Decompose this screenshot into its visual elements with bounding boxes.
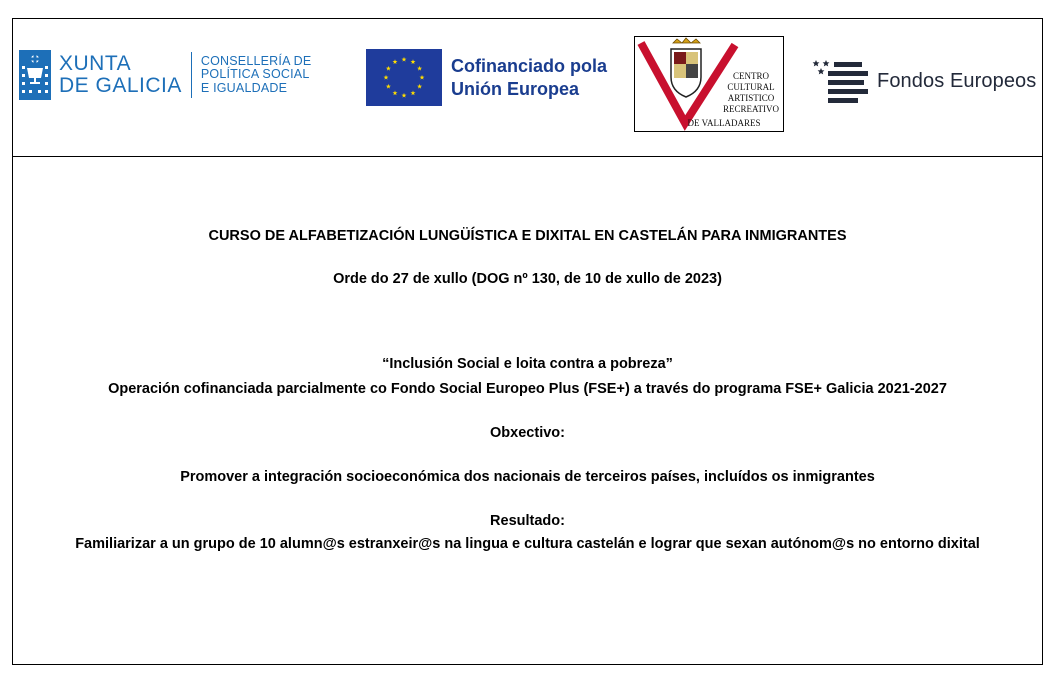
xunta-name-line2: DE GALICIA bbox=[59, 74, 182, 97]
xunta-logo bbox=[19, 50, 311, 100]
eu-text-line2: Unión Europea bbox=[451, 78, 580, 99]
centro-cultural-name bbox=[719, 71, 783, 115]
xunta-name bbox=[59, 53, 182, 97]
fondos-europeos-logo bbox=[812, 58, 1036, 104]
operation-statement: Operación cofinanciada parcialmente co Fondo Social Europeo Plus (FSE+) a través do programa FSE+ Galicia 2021-2027 bbox=[108, 381, 947, 397]
eu-text bbox=[451, 55, 607, 101]
xunta-dept-line2: POLÍTICA SOCIAL bbox=[200, 67, 310, 82]
xunta-name-line1: XUNTA bbox=[59, 52, 132, 75]
fondos-europeos-label: Fondos Europeos bbox=[877, 69, 1037, 92]
centro-line4: RECREATIVO bbox=[723, 104, 779, 114]
result-text: Familiarizar a un grupo de 10 alumn@s estranxeir@s na lingua e cultura castelán e lograr que sexan autónom@s no entorno dixital bbox=[75, 536, 980, 552]
course-title: CURSO DE ALFABETIZACIÓN LUNGÜÍSTICA E DIXITAL EN CASTELÁN PARA INMIGRANTES bbox=[208, 228, 847, 244]
centro-line2: CULTURAL bbox=[727, 82, 775, 92]
fondos-europeos-flag-icon bbox=[812, 58, 870, 104]
eu-logo bbox=[366, 49, 607, 106]
xunta-crest-icon bbox=[19, 50, 51, 100]
xunta-department bbox=[201, 55, 311, 96]
eu-text-line1: Cofinanciado pola bbox=[451, 55, 608, 76]
centro-line3: ARTISTICO bbox=[727, 93, 775, 103]
order-reference: Orde do 27 de xullo (DOG nº 130, de 10 de xullo de 2023) bbox=[333, 271, 722, 287]
program-quote: “Inclusión Social e loita contra a pobreza” bbox=[382, 356, 673, 372]
xunta-dept-line3: E IGUALDADE bbox=[200, 80, 288, 95]
centro-line1: CENTRO bbox=[733, 71, 769, 81]
centro-line5: DE VALLADARES bbox=[687, 118, 761, 128]
centro-cultural-logo bbox=[634, 36, 784, 132]
xunta-dept-line1: CONSELLERÍA DE bbox=[200, 53, 312, 68]
objective-heading: Obxectivo: bbox=[490, 425, 565, 441]
xunta-divider bbox=[191, 52, 192, 98]
result-heading: Resultado: bbox=[490, 513, 565, 529]
eu-flag-icon bbox=[366, 49, 442, 106]
objective-text: Promover a integración socioeconómica dos nacionais de terceiros países, incluídos os inmigrantes bbox=[180, 469, 875, 485]
